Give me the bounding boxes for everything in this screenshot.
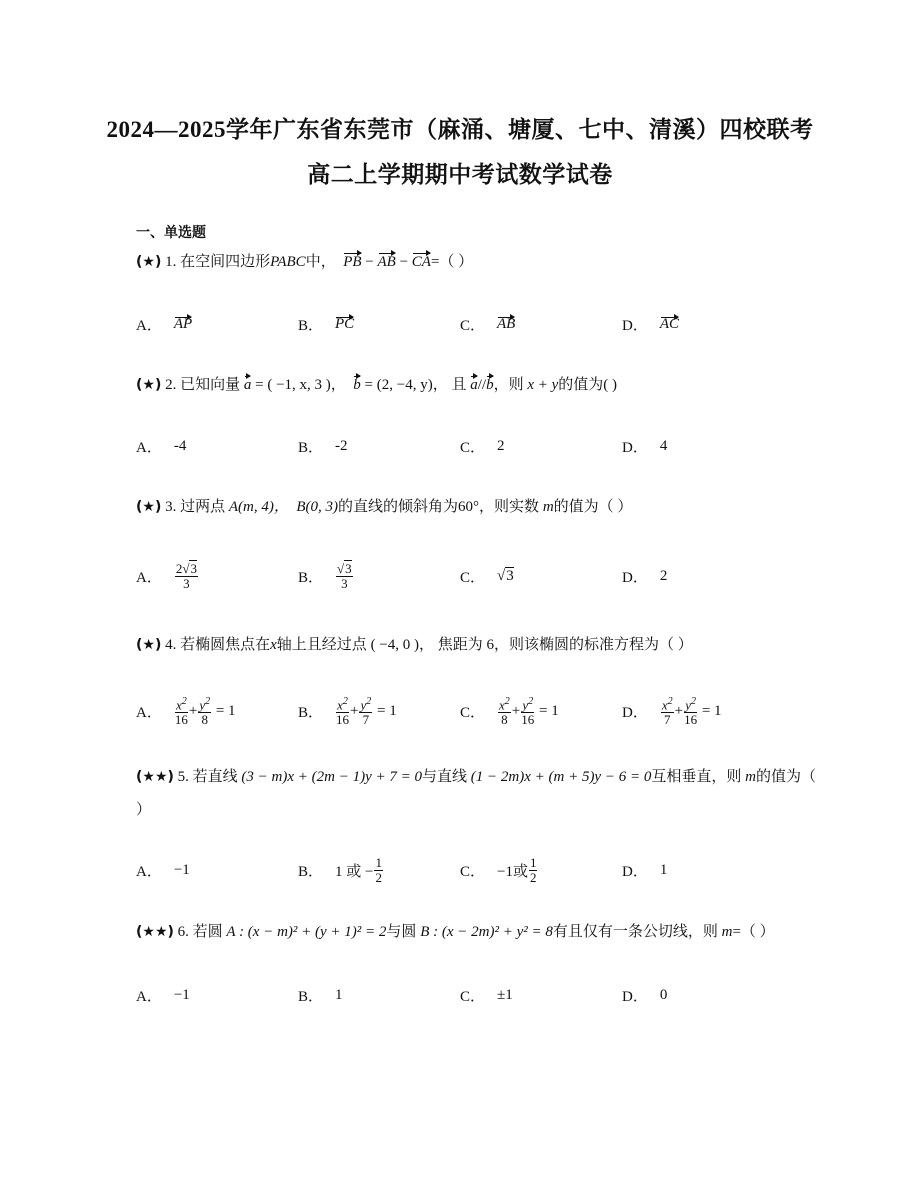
option-value: ±1	[497, 986, 513, 1003]
sqrt-icon: √3	[337, 560, 352, 576]
vector-answer: AP	[173, 315, 193, 332]
math-var: m	[542, 499, 554, 515]
option-label: C．	[460, 988, 486, 1005]
sqrt-icon: √3	[497, 567, 514, 584]
fraction: $\frac{y^2}{16}$	[684, 695, 698, 728]
option-label: B．	[298, 863, 324, 880]
option-value: 2	[497, 437, 505, 454]
question-text: =（ ）	[430, 254, 474, 270]
question-5-wrap: ）	[136, 802, 152, 818]
question-text: 且	[451, 377, 467, 393]
option-d[interactable]	[622, 304, 679, 344]
question-text: 已知向量	[180, 377, 241, 393]
fraction	[175, 562, 198, 591]
point-a: A(m, 4)，	[228, 499, 289, 515]
option-d[interactable]	[622, 556, 667, 596]
fraction: $\frac{y^2}{8}$	[199, 695, 211, 728]
denominator: 3	[183, 575, 190, 591]
option-label: A．	[136, 863, 162, 880]
denominator: 8	[201, 712, 208, 728]
option-c[interactable]: C． $\frac{x^2}{8}$ + $\frac{y^2}{16}$ = 1	[460, 695, 559, 728]
option-value: 1 或 −	[335, 863, 374, 880]
question-number: 2.	[165, 377, 177, 393]
radicand: 3	[506, 567, 514, 584]
question-text: 若圆	[192, 924, 223, 940]
question-text: 的直线的倾斜角为	[338, 499, 459, 515]
question-text: 过两点	[180, 499, 226, 515]
sqrt-icon: √3	[182, 560, 197, 576]
fraction: $\frac{x^2}{8}$	[499, 695, 510, 728]
question-6	[136, 922, 775, 942]
vector-b-definition: = (2, −4, y)，	[364, 377, 448, 393]
option-a[interactable]	[136, 975, 190, 1015]
denominator: 2	[529, 869, 537, 885]
option-b[interactable]	[298, 975, 343, 1015]
option-label: A．	[136, 569, 162, 586]
coefficient: 2	[175, 560, 183, 576]
option-a[interactable]	[136, 850, 190, 890]
denominator: 16	[684, 712, 698, 728]
option-value: −1或	[497, 863, 528, 880]
radicand: 3	[345, 560, 352, 576]
question-3	[136, 497, 632, 517]
option-value: -2	[335, 437, 348, 454]
question-text: 在空间四边形	[180, 254, 271, 270]
denominator: 16	[336, 712, 350, 728]
exam-title-line1: 2024—2025学年广东省东莞市（麻涌、塘厦、七中、清溪）四校联考	[106, 117, 814, 142]
option-label: B．	[298, 988, 324, 1005]
vector-answer: PC	[335, 315, 355, 332]
question-text: ，则	[493, 377, 524, 393]
math-expr: x + y	[527, 377, 559, 393]
option-label: D．	[622, 988, 648, 1005]
vector-ab: AB	[377, 254, 396, 270]
question-number: 6.	[177, 924, 189, 940]
angle-value: 60°	[458, 499, 480, 515]
denominator: 2	[375, 869, 382, 885]
fraction: $\frac{y^2}{7}$	[360, 695, 372, 728]
question-2	[136, 375, 617, 395]
vector-a-definition: = ( −1, x, 3 )，	[255, 377, 346, 393]
question-number: 4.	[165, 637, 177, 653]
option-value: −1	[173, 986, 190, 1003]
difficulty-stars: (★)	[136, 499, 162, 515]
option-c[interactable]	[460, 850, 538, 890]
question-number: 1.	[165, 254, 177, 270]
vector-b: b	[486, 377, 494, 393]
vector-a: a	[470, 377, 478, 393]
numerator: 1	[375, 854, 382, 870]
option-value: 1	[335, 986, 343, 1003]
point-b: B(0, 3)	[296, 499, 339, 515]
difficulty-stars: (★)	[136, 637, 162, 653]
option-label: C．	[460, 569, 486, 586]
point-value: ( −4, 0 )，	[370, 637, 435, 653]
fraction	[374, 856, 383, 885]
option-c[interactable]	[460, 556, 514, 596]
math-shape: PABC	[270, 254, 306, 270]
fraction	[529, 856, 538, 885]
option-label: C．	[460, 863, 486, 880]
option-b[interactable]	[298, 426, 348, 466]
option-c[interactable]	[460, 975, 513, 1015]
vector-ca: CA	[411, 254, 431, 270]
question-text: =（ ）	[732, 924, 775, 940]
math-var: m	[721, 924, 733, 940]
difficulty-stars: (★)	[136, 254, 162, 270]
fraction: $\frac{x^2}{7}$	[661, 695, 673, 728]
option-b[interactable]: B． $\frac{x^2}{16}$ + $\frac{y^2}{7}$ = 1	[298, 695, 397, 728]
question-text: 若直线	[192, 769, 238, 785]
option-label: B．	[298, 439, 324, 456]
question-text: 与直线	[422, 769, 468, 785]
options-q5	[136, 850, 756, 890]
option-label: A．	[136, 988, 162, 1005]
option-value: 2	[659, 567, 668, 584]
option-a[interactable]	[136, 304, 192, 344]
option-label: C．	[460, 439, 486, 456]
fraction: $\frac{y^2}{16}$	[521, 695, 535, 728]
question-text: 焦距为 6，则该椭圆的标准方程为（ ）	[437, 637, 693, 653]
option-value: 1	[659, 861, 668, 878]
question-text: 有且仅有一条公切线，则	[552, 924, 718, 940]
option-d[interactable]	[622, 426, 667, 466]
option-a[interactable]	[136, 426, 186, 466]
denominator: 16	[174, 712, 188, 728]
question-text: 的值为（	[755, 769, 816, 785]
option-c[interactable]	[460, 304, 515, 344]
question-5	[136, 767, 816, 787]
question-text: ，则实数	[479, 499, 540, 515]
option-d[interactable]	[622, 975, 667, 1015]
option-value: −1	[173, 861, 190, 878]
option-label: D．	[622, 863, 648, 880]
option-b[interactable]	[298, 850, 384, 890]
options-q3	[136, 556, 756, 596]
option-b[interactable]	[298, 304, 354, 344]
line-equation-2: (1 − 2m)x + (m + 5)y − 6 = 0	[470, 769, 652, 785]
options-q6	[136, 975, 756, 1015]
option-label: C．	[460, 317, 486, 334]
denominator: 8	[501, 712, 508, 728]
option-c[interactable]	[460, 426, 505, 466]
option-label: B．	[298, 569, 324, 586]
math-var: m	[745, 769, 756, 785]
options-q4	[136, 691, 756, 731]
option-label: D．	[622, 569, 648, 586]
question-text: 轴上且经过点	[276, 637, 367, 653]
difficulty-stars: (★★)	[136, 924, 174, 940]
exam-title-line2: 高二上学期期中考试数学试卷	[307, 162, 613, 187]
circle-b-equation: B : (x − 2m)² + y² = 8	[420, 924, 553, 940]
options-q1	[136, 304, 756, 344]
question-text: 与圆	[386, 924, 417, 940]
denominator: 16	[521, 712, 535, 728]
fraction: $\frac{x^2}{16}$	[174, 695, 188, 728]
fraction	[336, 562, 353, 591]
option-value: 0	[659, 986, 668, 1003]
question-text: 若椭圆焦点在	[180, 637, 271, 653]
option-value: -4	[173, 437, 187, 454]
radicand: 3	[190, 560, 197, 576]
option-label: A．	[136, 704, 162, 721]
option-d[interactable]: D． $\frac{x^2}{7}$ + $\frac{y^2}{16}$ = 1	[622, 695, 722, 728]
parallel-symbol: //	[477, 377, 487, 393]
question-1: (★) 1. 在空间四边形PABC中， PB − AB − CA=（ ）	[136, 254, 474, 270]
math-var: x	[270, 637, 277, 653]
question-text: 互相垂直，则	[651, 769, 742, 785]
vector-answer: AC	[659, 315, 680, 332]
denominator: 7	[362, 712, 370, 728]
question-text: 的值为（ ）	[553, 499, 633, 515]
vector-answer: AB	[497, 315, 516, 332]
options-q2	[136, 426, 756, 466]
option-label: D．	[622, 704, 648, 721]
numerator: 1	[529, 854, 537, 870]
section-heading: 一、单选题	[136, 226, 206, 241]
vector-b: b	[353, 377, 361, 393]
option-label: C．	[460, 704, 486, 721]
option-value: 4	[659, 437, 668, 454]
option-label: D．	[622, 439, 648, 456]
denominator: 3	[341, 575, 348, 591]
option-label: D．	[622, 317, 648, 334]
difficulty-stars: (★)	[136, 377, 162, 393]
question-number: 5.	[177, 769, 189, 785]
question-text: 的值为( )	[558, 377, 618, 393]
vector-pb: PB	[343, 254, 362, 270]
option-label: B．	[298, 317, 324, 334]
denominator: 7	[663, 712, 671, 728]
option-a[interactable]: A． $\frac{x^2}{16}$ + $\frac{y^2}{8}$ = 1	[136, 695, 236, 728]
option-a[interactable]	[136, 556, 199, 596]
option-label: A．	[136, 439, 162, 456]
question-text: 中，	[305, 254, 336, 270]
option-b[interactable]	[298, 556, 354, 596]
question-number: 3.	[165, 499, 177, 515]
option-label: B．	[298, 704, 324, 721]
fraction: $\frac{x^2}{16}$	[336, 695, 350, 728]
vector-a: a	[243, 377, 252, 393]
option-d[interactable]	[622, 850, 667, 890]
option-label: A．	[136, 317, 162, 334]
line-equation-1: (3 − m)x + (2m − 1)y + 7 = 0	[241, 769, 422, 785]
question-4	[136, 635, 693, 655]
circle-a-equation: A : (x − m)² + (y + 1)² = 2	[226, 924, 387, 940]
difficulty-stars: (★★)	[136, 769, 174, 785]
